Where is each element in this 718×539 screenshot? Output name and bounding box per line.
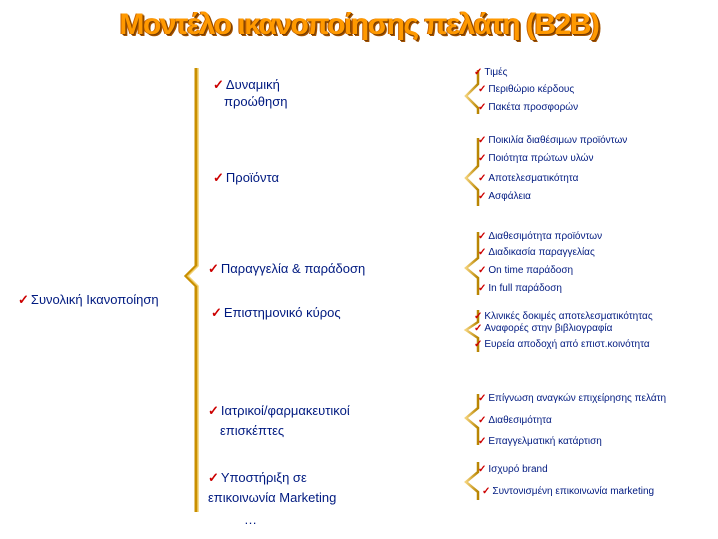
category-label: Επιστημονικό κύρος xyxy=(223,305,341,320)
subitem: ✓ Πακέτα προσφορών xyxy=(478,102,579,113)
category-scientific-prestige xyxy=(211,305,341,321)
check-icon: ✓ xyxy=(478,153,487,164)
check-icon: ✓ xyxy=(478,464,487,475)
category-label: προώθηση xyxy=(224,94,288,109)
check-icon: ✓ xyxy=(18,292,29,307)
check-icon: ✓ xyxy=(478,436,487,447)
category-order-delivery xyxy=(208,261,365,277)
subitem: ✓ Συντονισμένη επικοινωνία marketing xyxy=(482,486,655,497)
group-bracket-5 xyxy=(466,394,478,445)
category-products xyxy=(213,170,279,186)
subitem: ✓ Ισχυρό brand xyxy=(478,464,548,475)
subitem: ✓ Διαθεσιμότητα προϊόντων xyxy=(478,231,603,242)
check-icon: ✓ xyxy=(474,67,483,78)
check-icon: ✓ xyxy=(474,323,483,334)
subitem: ✓ Αναφορές στην βιβλιογραφία xyxy=(474,323,613,334)
check-icon: ✓ xyxy=(478,173,487,184)
subitem: ✓ In full παράδοση xyxy=(478,283,562,294)
check-icon: ✓ xyxy=(478,283,487,294)
subitem: ✓ Ποιότητα πρώτων υλών xyxy=(478,153,594,164)
ellipsis: … xyxy=(244,512,257,527)
group-bracket-3 xyxy=(466,232,478,295)
check-icon: ✓ xyxy=(478,247,487,258)
category-label: Προϊόντα xyxy=(225,170,280,185)
check-icon: ✓ xyxy=(213,77,224,92)
check-icon: ✓ xyxy=(478,231,487,242)
root-label: Συνολική Ικανοποίηση xyxy=(30,292,159,307)
check-icon: ✓ xyxy=(478,393,487,404)
category-label: Παραγγελία & παράδοση xyxy=(220,261,366,276)
subitem: ✓ Επαγγελματική κατάρτιση xyxy=(478,436,602,447)
check-icon: ✓ xyxy=(208,261,219,276)
category-label: Υποστήριξη σε xyxy=(220,470,307,485)
group-bracket-6 xyxy=(466,462,478,500)
category-label: επικοινωνία Marketing xyxy=(208,490,337,505)
subitem: ✓ Τιμές xyxy=(474,67,508,78)
check-icon: ✓ xyxy=(474,311,483,322)
category-label: επισκέπτες xyxy=(220,423,285,438)
check-icon: ✓ xyxy=(478,84,487,95)
check-icon: ✓ xyxy=(478,191,487,202)
check-icon: ✓ xyxy=(478,135,487,146)
check-icon: ✓ xyxy=(478,415,487,426)
subitem: ✓ Ποικιλία διαθέσιμων προϊόντων xyxy=(478,135,628,146)
check-icon: ✓ xyxy=(213,170,224,185)
category-medical-visitors xyxy=(208,401,350,441)
subitem: ✓ Επίγνωση αναγκών επιχείρησης πελάτη xyxy=(478,393,667,404)
check-icon: ✓ xyxy=(211,305,222,320)
check-icon: ✓ xyxy=(208,470,219,485)
main-bracket xyxy=(186,68,196,512)
subitem: ✓ Περιθώριο κέρδους xyxy=(478,84,575,95)
check-icon: ✓ xyxy=(474,339,483,350)
diagram-title: Μοντέλο ικανοποίησης πελάτη (B2B) xyxy=(119,8,599,41)
subitem: ✓ Ευρεία αποδοχή από επιστ.κοινότητα xyxy=(474,339,650,350)
subitem: ✓ Διαδικασία παραγγελίας xyxy=(478,247,595,258)
group-bracket-2 xyxy=(466,138,478,206)
root-node xyxy=(18,292,159,308)
category-dynamic-promotion xyxy=(213,76,287,110)
category-label: Ιατρικοί/φαρμακευτικοί xyxy=(220,403,350,418)
subitem: ✓ On time παράδοση xyxy=(478,265,574,276)
check-icon: ✓ xyxy=(478,265,487,276)
subitem: ✓ Ασφάλεια xyxy=(478,191,531,202)
check-icon: ✓ xyxy=(478,102,487,113)
check-icon: ✓ xyxy=(482,486,491,497)
subitem: ✓ Διαθεσιμότητα xyxy=(478,415,552,426)
category-label: Δυναμική xyxy=(225,77,280,92)
subitem: ✓ Κλινικές δοκιμές αποτελεσματικότητας xyxy=(474,311,653,322)
category-marketing-support xyxy=(208,468,336,508)
subitem: ✓ Αποτελεσματικότητα xyxy=(478,173,579,184)
check-icon: ✓ xyxy=(208,403,219,418)
